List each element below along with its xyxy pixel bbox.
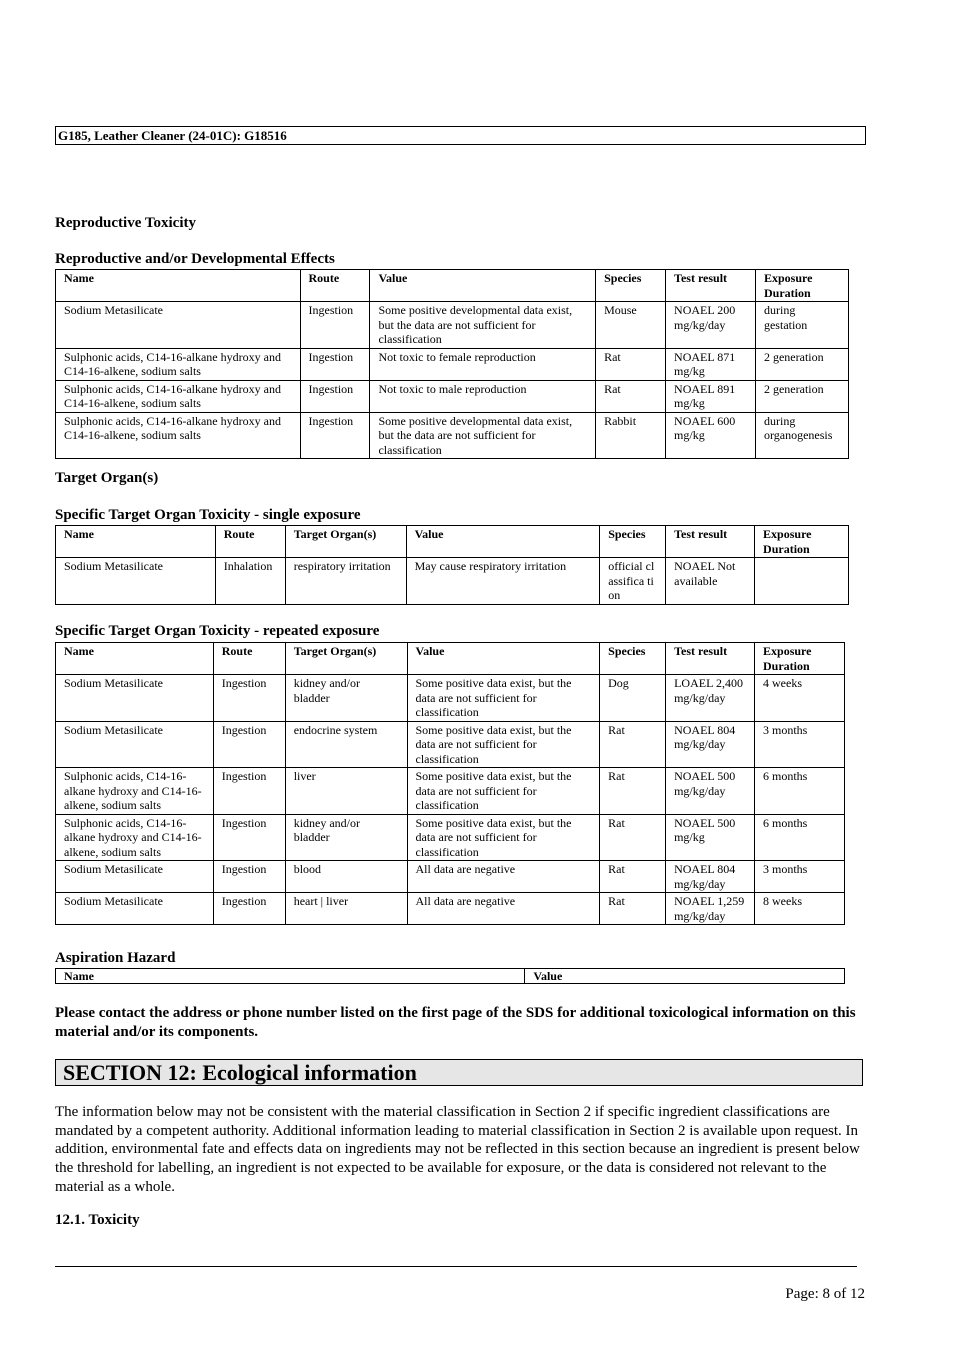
cell-test-result: NOAEL 1,259 mg/kg/day [666,893,755,925]
col-test-result: Test result [666,526,755,558]
cell-name: Sulphonic acids, C14-16-alkane hydroxy and C14-16-alkene, sodium salts [56,768,214,815]
page-number: Page: 8 of 12 [785,1286,865,1302]
section-12-intro: The information below may not be consistent with the material classification in Section 2 if specific ingredient classifications are mandated by a competent authority. Additional information leading to material classification in Section 2 is available upon request. In addition, environmental fate and effects data on ingredients may not be reflected in this section because an ingredient is present below the threshold for labelling, an ingredient is not expected to be available for exposure, or the data is considered not relevant to the material as a whole. [55,1104,860,1195]
table-row [56,893,845,925]
col-exposure-duration: Exposure Duration [755,526,849,558]
cell-species: Rat [600,861,666,893]
table-row [56,768,845,815]
col-target-organ: Target Organ(s) [285,643,407,675]
col-value: Value [370,270,596,302]
cell-name: Sodium Metasilicate [56,302,301,349]
cell-value: Not toxic to male reproduction [370,380,596,412]
cell-value: Some positive developmental data exist, but the data are not sufficient for classification [370,412,596,459]
cell-species: Rat [600,768,666,815]
col-species: Species [600,526,666,558]
cell-route: Ingestion [213,675,285,722]
col-species: Species [600,643,666,675]
cell-value: All data are negative [407,893,600,925]
table-row [56,302,849,349]
toxicity-subheading: 12.1. Toxicity [55,1212,140,1228]
cell-value: Some positive developmental data exist, but the data are not sufficient for classification [370,302,596,349]
cell-route: Ingestion [300,348,370,380]
repro-heading: Reproductive Toxicity [55,215,196,231]
cell-target-organ: blood [285,861,407,893]
col-route: Route [300,270,370,302]
cell-species: Rat [596,348,666,380]
cell-name: Sodium Metasilicate [56,675,214,722]
table-row [56,721,845,768]
cell-duration: 2 generation [755,348,848,380]
col-test-result: Test result [666,643,755,675]
cell-test-result: LOAEL 2,400 mg/kg/day [666,675,755,722]
cell-species: Dog [600,675,666,722]
cell-duration: 3 months [755,861,845,893]
cell-name: Sodium Metasilicate [56,893,214,925]
col-name: Name [56,969,525,984]
repro-table [55,269,849,459]
cell-value: All data are negative [407,861,600,893]
target-organ-heading: Target Organ(s) [55,470,159,486]
cell-name: Sulphonic acids, C14-16-alkane hydroxy and C14-16-alkene, sodium salts [56,380,301,412]
cell-target-organ: endocrine system [285,721,407,768]
col-name: Name [56,643,214,675]
cell-duration: 6 months [755,814,845,861]
col-test-result: Test result [666,270,756,302]
aspiration-heading: Aspiration Hazard [55,950,176,966]
table-row [56,675,845,722]
cell-duration: 4 weeks [755,675,845,722]
cell-duration: during gestation [755,302,848,349]
cell-value: Some positive data exist, but the data are not sufficient for classification [407,814,600,861]
stot-single-heading: Specific Target Organ Toxicity - single exposure [55,507,361,523]
col-value: Value [407,643,600,675]
cell-test-result: NOAEL 871 mg/kg [666,348,756,380]
cell-duration: 8 weeks [755,893,845,925]
cell-target-organ: respiratory irritation [285,558,406,605]
cell-species: Rabbit [596,412,666,459]
col-value: Value [406,526,600,558]
cell-duration: 2 generation [755,380,848,412]
cell-name: Sulphonic acids, C14-16-alkane hydroxy and C14-16-alkene, sodium salts [56,348,301,380]
section-12-title: SECTION 12: Ecological information [55,1059,863,1086]
cell-route: Ingestion [213,893,285,925]
col-name: Name [56,270,301,302]
stot-repeated-heading: Specific Target Organ Toxicity - repeated exposure [55,623,380,639]
cell-target-organ: kidney and/or bladder [285,675,407,722]
col-route: Route [215,526,285,558]
col-exposure-duration: Exposure Duration [755,270,848,302]
product-header: G185, Leather Cleaner (24-01C): G18516 [55,126,866,145]
col-value: Value [525,969,845,984]
cell-name: Sodium Metasilicate [56,721,214,768]
cell-test-result: NOAEL 891 mg/kg [666,380,756,412]
contact-note: Please contact the address or phone number listed on the first page of the SDS for additional toxicological information on this material and/or its components. [55,1005,856,1040]
cell-duration: 6 months [755,768,845,815]
cell-test-result: NOAEL Not available [666,558,755,605]
cell-route: Ingestion [213,814,285,861]
cell-target-organ: kidney and/or bladder [285,814,407,861]
col-species: Species [596,270,666,302]
table-row [56,412,849,459]
cell-target-organ: liver [285,768,407,815]
cell-route: Ingestion [300,412,370,459]
aspiration-table [55,968,845,984]
stot-single-table [55,525,849,605]
table-row [56,348,849,380]
cell-test-result: NOAEL 200 mg/kg/day [666,302,756,349]
cell-test-result: NOAEL 500 mg/kg [666,814,755,861]
cell-test-result: NOAEL 500 mg/kg/day [666,768,755,815]
cell-route: Ingestion [300,380,370,412]
cell-value: Not toxic to female reproduction [370,348,596,380]
table-row [56,861,845,893]
table-row [56,380,849,412]
col-name: Name [56,526,216,558]
cell-value: Some positive data exist, but the data are not sufficient for classification [407,721,600,768]
cell-test-result: NOAEL 804 mg/kg/day [666,861,755,893]
cell-duration [755,558,849,605]
cell-species: Rat [600,814,666,861]
cell-name: Sodium Metasilicate [56,861,214,893]
footer-divider [55,1266,857,1267]
table-row [56,558,849,605]
cell-value: Some positive data exist, but the data are not sufficient for classification [407,768,600,815]
cell-target-organ: heart | liver [285,893,407,925]
cell-name: Sodium Metasilicate [56,558,216,605]
cell-species: official classifica tion [600,558,666,605]
cell-route: Ingestion [300,302,370,349]
col-target-organ: Target Organ(s) [285,526,406,558]
stot-repeated-table [55,642,845,925]
cell-route: Ingestion [213,768,285,815]
cell-duration: 3 months [755,721,845,768]
cell-route: Inhalation [215,558,285,605]
cell-value: May cause respiratory irritation [406,558,600,605]
repro-subheading: Reproductive and/or Developmental Effects [55,251,335,267]
cell-route: Ingestion [213,861,285,893]
table-row [56,814,845,861]
cell-species: Rat [600,721,666,768]
cell-species: Rat [600,893,666,925]
cell-duration: during organogenesis [755,412,848,459]
cell-test-result: NOAEL 804 mg/kg/day [666,721,755,768]
cell-test-result: NOAEL 600 mg/kg [666,412,756,459]
cell-name: Sulphonic acids, C14-16-alkane hydroxy and C14-16-alkene, sodium salts [56,412,301,459]
cell-value: Some positive data exist, but the data are not sufficient for classification [407,675,600,722]
cell-species: Mouse [596,302,666,349]
col-exposure-duration: Exposure Duration [755,643,845,675]
col-route: Route [213,643,285,675]
cell-route: Ingestion [213,721,285,768]
cell-species: Rat [596,380,666,412]
cell-name: Sulphonic acids, C14-16-alkane hydroxy and C14-16-alkene, sodium salts [56,814,214,861]
